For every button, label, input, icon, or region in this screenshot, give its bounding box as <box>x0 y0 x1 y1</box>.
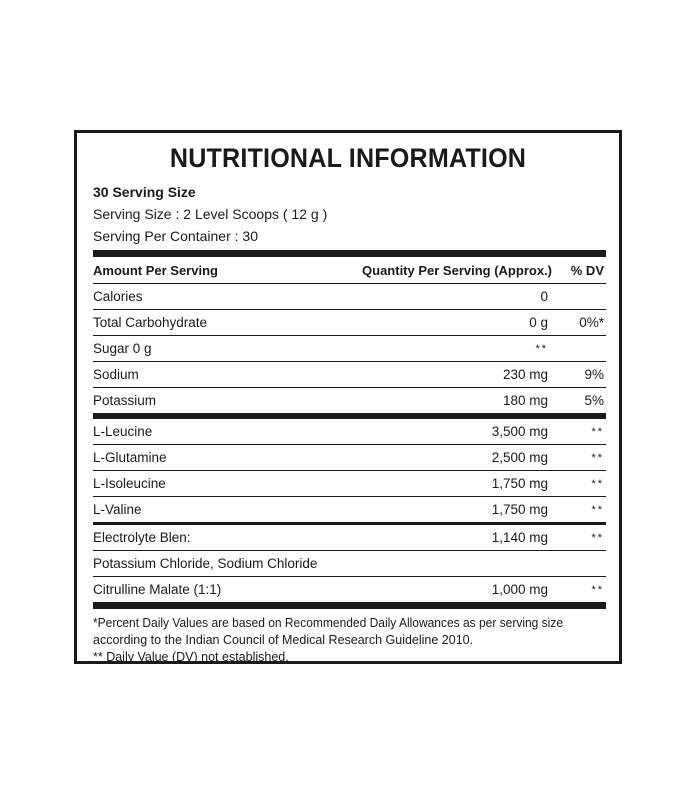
table-header <box>93 257 606 284</box>
footnote-guideline: according to the Indian Council of Medical Research Guideline 2010. <box>93 633 474 647</box>
nutrient-dv: ** <box>591 531 604 544</box>
nutrient-quantity: 1,140 mg <box>491 530 548 545</box>
table-row <box>93 525 606 551</box>
table-row <box>93 362 606 388</box>
table-row <box>93 445 606 471</box>
table-row <box>93 497 606 525</box>
nutrient-dv: ** <box>591 425 604 438</box>
nutrient-dv: ** <box>591 477 604 490</box>
nutrient-name: Sodium <box>93 367 139 382</box>
nutrient-dv: 5% <box>584 393 604 408</box>
table-row <box>93 310 606 336</box>
table-row <box>93 388 606 413</box>
nutrient-quantity: 3,500 mg <box>491 424 548 439</box>
nutrient-name: Electrolyte Blen: <box>93 530 191 545</box>
nutrient-name: Sugar 0 g <box>93 341 152 356</box>
nutrient-quantity: 0 <box>540 289 548 304</box>
table-row <box>93 284 606 310</box>
nutrient-quantity: ** <box>535 342 548 355</box>
nutrient-quantity: 0 g <box>529 315 548 330</box>
header-amount: Amount Per Serving <box>93 262 218 278</box>
header-dv: % DV <box>570 262 604 278</box>
footnotes <box>93 602 606 666</box>
nutrient-quantity: 1,000 mg <box>491 582 548 597</box>
nutrient-dv: ** <box>591 451 604 464</box>
serving-heading: 30 Serving Size <box>93 184 196 200</box>
nutrition-label <box>74 130 622 664</box>
nutrient-quantity: 230 mg <box>502 367 548 382</box>
nutrient-quantity: 2,500 mg <box>491 450 548 465</box>
table-row <box>93 419 606 445</box>
nutrient-name: L-Valine <box>93 502 142 517</box>
nutrient-name: L-Leucine <box>93 424 153 439</box>
nutrient-dv: ** <box>591 583 604 596</box>
table-row <box>93 551 606 577</box>
table-row <box>93 336 606 362</box>
servings-per-container: Serving Per Container : 30 <box>93 228 258 244</box>
divider-thick <box>93 250 606 257</box>
footnote-dv-basis: *Percent Daily Values are based on Recommended Daily Allowances as per serving size <box>93 616 564 630</box>
footnote-dv-not-established: ** Daily Value (DV) not established. <box>93 650 289 664</box>
nutrient-quantity: 1,750 mg <box>491 502 548 517</box>
nutrient-dv: 0%* <box>579 315 604 330</box>
nutrient-name: Potassium Chloride, Sodium Chloride <box>93 556 318 571</box>
serving-size: Serving Size : 2 Level Scoops ( 12 g ) <box>93 206 328 222</box>
nutrient-quantity: 1,750 mg <box>491 476 548 491</box>
nutrient-name: Total Carbohydrate <box>93 315 208 330</box>
nutrient-name: L-Isoleucine <box>93 476 166 491</box>
label-content <box>93 181 606 666</box>
nutrient-name: Calories <box>93 289 143 304</box>
nutrient-dv: 9% <box>584 367 604 382</box>
header-quantity: Quantity Per Serving (Approx.) <box>362 262 552 278</box>
nutrient-quantity: 180 mg <box>502 393 548 408</box>
nutrient-name: L-Glutamine <box>93 450 167 465</box>
nutrient-name: Citrulline Malate (1:1) <box>93 582 222 597</box>
nutrient-name: Potassium <box>93 393 157 408</box>
label-title: NUTRITIONAL INFORMATION <box>169 143 527 173</box>
nutrient-dv: ** <box>591 503 604 516</box>
table-row <box>93 471 606 497</box>
table-row <box>93 577 606 602</box>
